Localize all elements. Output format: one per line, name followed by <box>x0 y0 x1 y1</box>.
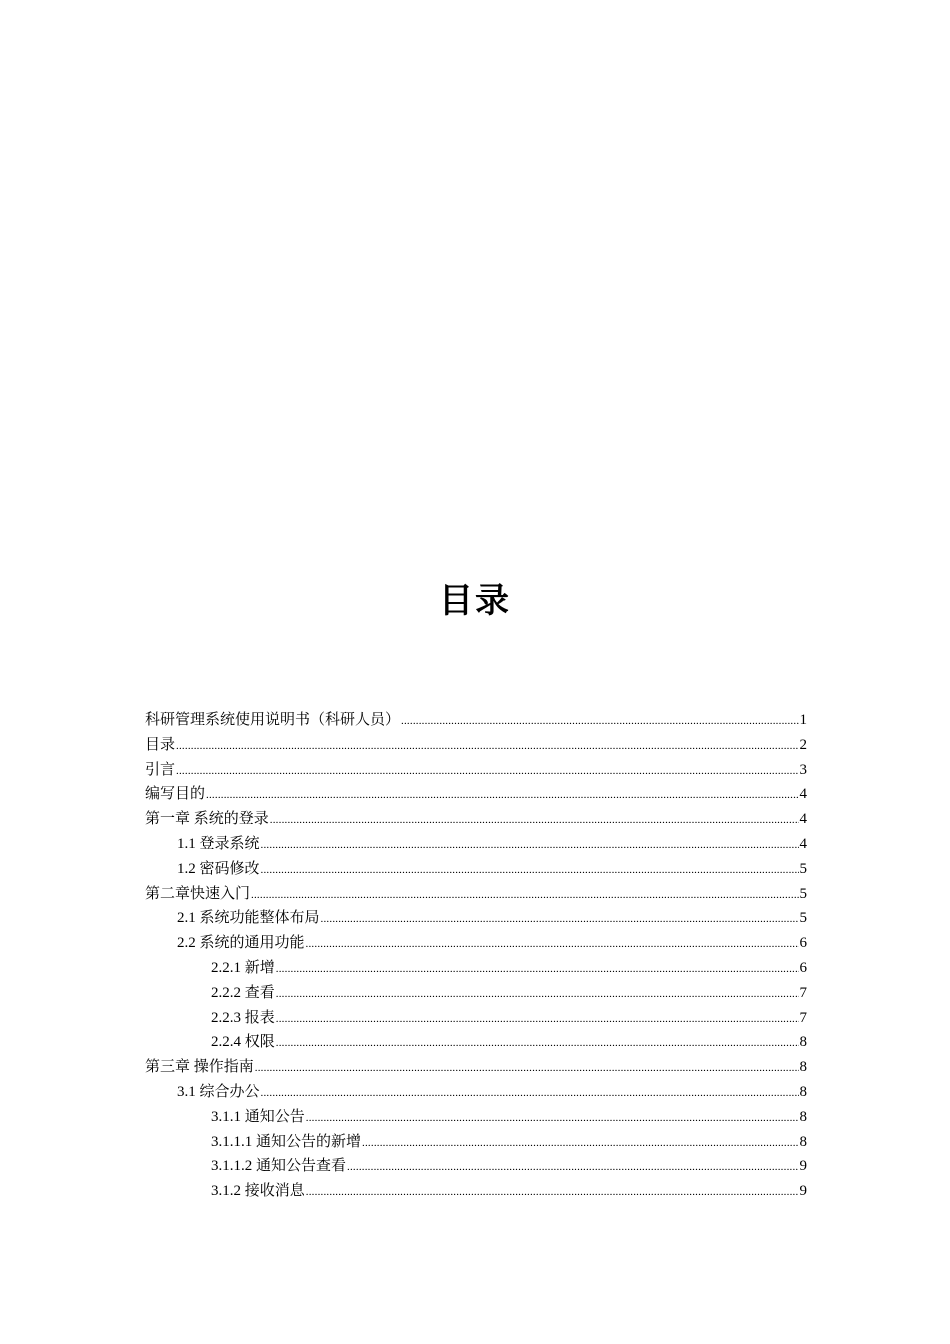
toc-leader-dots <box>276 1007 799 1032</box>
toc-entry[interactable] <box>145 981 807 1006</box>
toc-page-number: 6 <box>799 935 807 952</box>
toc-entry-text: 2.1 系统功能整体布局 <box>177 910 320 927</box>
toc-entry-text: 2.2.1 新增 <box>211 959 275 976</box>
toc-leader-dots <box>261 1081 799 1106</box>
toc-entry-text: 编写目的 <box>145 786 206 803</box>
toc-entry-text: 科研管理系统使用说明书（科研人员） <box>145 712 401 728</box>
toc-page-number: 4 <box>799 835 807 852</box>
toc-entry[interactable] <box>145 832 807 857</box>
toc-entry[interactable] <box>145 906 807 931</box>
toc-entry-text: 2.2.2 查看 <box>211 984 275 1001</box>
toc-page-number: 8 <box>799 1133 807 1150</box>
toc-page-number: 5 <box>799 910 807 927</box>
toc-leader-dots <box>401 709 798 734</box>
toc-entry[interactable] <box>145 733 807 758</box>
toc-entry[interactable] <box>145 1080 807 1105</box>
toc-entry[interactable] <box>145 931 807 956</box>
toc-entry-text: 2.2.4 权限 <box>211 1034 275 1051</box>
toc-page-number: 8 <box>799 1108 807 1125</box>
toc-leader-dots <box>321 907 799 932</box>
toc-entry-text: 3.1.1.1 通知公告的新增 <box>211 1133 362 1150</box>
toc-page-number: 2 <box>799 736 807 753</box>
toc-leader-dots <box>306 1106 799 1131</box>
toc-entry[interactable] <box>145 758 807 783</box>
toc-page-number: 1 <box>799 712 807 728</box>
toc-entry-text: 3.1.2 接收消息 <box>211 1183 305 1200</box>
toc-entry-text: 第三章 操作指南 <box>145 1059 254 1076</box>
toc-entry-text: 第一章 系统的登录 <box>145 811 269 828</box>
toc-list <box>145 708 807 1204</box>
toc-entry-text: 目录 <box>145 736 176 753</box>
toc-page-number: 5 <box>799 885 807 902</box>
toc-entry-text: 2.2.3 报表 <box>211 1009 275 1026</box>
toc-page-number: 9 <box>799 1183 807 1200</box>
toc-entry[interactable] <box>145 1055 807 1080</box>
toc-page-number: 4 <box>799 786 807 803</box>
toc-title: 目录 <box>439 581 511 621</box>
toc-entry[interactable] <box>145 882 807 907</box>
toc-leader-dots <box>206 783 798 808</box>
toc-page-number: 8 <box>799 1059 807 1076</box>
toc-entry-text: 3.1.1 通知公告 <box>211 1108 305 1125</box>
toc-leader-dots <box>276 982 799 1007</box>
toc-entry-text: 3.1 综合办公 <box>177 1083 260 1100</box>
toc-page-number: 6 <box>799 959 807 976</box>
toc-entry-text: 2.2 系统的通用功能 <box>177 935 305 952</box>
toc-page-number: 7 <box>799 1009 807 1026</box>
toc-leader-dots <box>261 858 799 883</box>
toc-leader-dots <box>176 759 798 784</box>
toc-page-number: 9 <box>799 1158 807 1175</box>
toc-page-number: 8 <box>799 1083 807 1100</box>
toc-entry-text: 1.1 登录系统 <box>177 835 260 852</box>
toc-page-number: 4 <box>799 811 807 828</box>
toc-page-number: 7 <box>799 984 807 1001</box>
toc-entry[interactable] <box>145 1006 807 1031</box>
toc-page-number: 8 <box>799 1034 807 1051</box>
toc-entry[interactable] <box>145 1179 807 1204</box>
toc-entry[interactable] <box>145 857 807 882</box>
toc-page-number: 3 <box>799 761 807 778</box>
toc-leader-dots <box>255 1056 799 1081</box>
toc-entry[interactable] <box>145 1130 807 1155</box>
toc-entry[interactable] <box>145 956 807 981</box>
toc-entry[interactable] <box>145 782 807 807</box>
toc-entry[interactable] <box>145 1154 807 1179</box>
toc-entry-text: 第二章快速入门 <box>145 885 251 902</box>
toc-leader-dots <box>261 833 799 858</box>
toc-entry-text: 3.1.1.2 通知公告查看 <box>211 1158 347 1175</box>
toc-leader-dots <box>276 1031 799 1056</box>
toc-entry[interactable] <box>145 807 807 832</box>
toc-leader-dots <box>251 883 798 908</box>
toc-leader-dots <box>276 957 799 982</box>
toc-leader-dots <box>347 1155 798 1180</box>
toc-leader-dots <box>306 1180 799 1205</box>
toc-entry[interactable] <box>145 708 807 733</box>
toc-entry-text: 引言 <box>145 761 176 778</box>
toc-entry-text: 1.2 密码修改 <box>177 860 260 877</box>
toc-leader-dots <box>270 808 799 833</box>
toc-leader-dots <box>176 734 798 759</box>
toc-leader-dots <box>362 1131 798 1156</box>
toc-leader-dots <box>306 932 799 957</box>
toc-entry[interactable] <box>145 1105 807 1130</box>
toc-page-number: 5 <box>799 860 807 877</box>
toc-entry[interactable] <box>145 1030 807 1055</box>
